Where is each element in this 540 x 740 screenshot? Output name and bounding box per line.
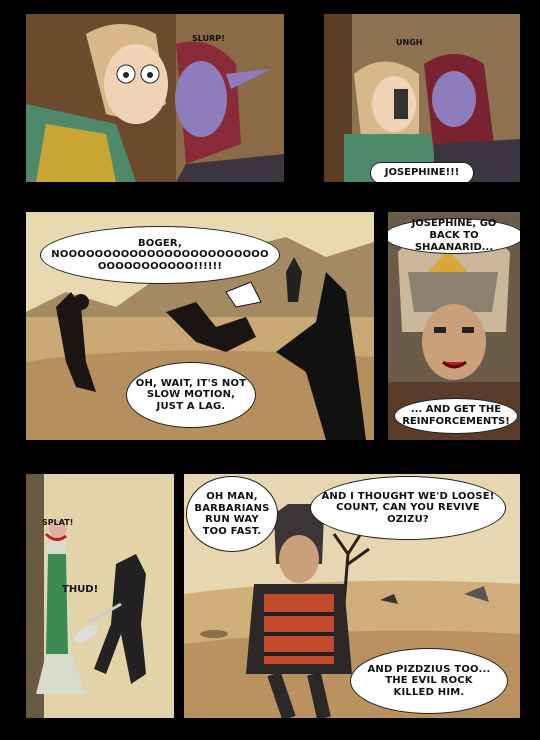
ungh-sfx: UNGH	[396, 38, 423, 47]
evil-rock-bubble: AND PIZDZIUS TOO... THE EVIL ROCK KILLED HIM.	[350, 648, 508, 714]
panel-splat-art	[26, 474, 174, 718]
panel-kiss	[26, 14, 284, 182]
josephine-shout-bubble: JOSEPHINE!!!	[370, 162, 474, 182]
thud-sfx: THUD!	[62, 584, 99, 595]
panel-kiss-art	[26, 14, 284, 182]
panel-battle	[26, 212, 374, 440]
panel-helmet	[388, 212, 520, 440]
panel-reaction	[324, 14, 520, 182]
slurp-sfx: SLURP!	[192, 34, 225, 43]
boger-scream-bubble: BOGER, NOOOOOOOOOOOOOOOOOOOOOOOO OOOOOOOOOOO!!!!!!	[40, 226, 280, 284]
splat-sfx: SPLAT!	[42, 518, 74, 527]
revive-bubble: AND I THOUGHT WE'D LOOSE! COUNT, CAN YOU REVIVE OZIZU?	[310, 476, 506, 540]
lag-bubble: OH, WAIT, IT'S NOT SLOW MOTION, JUST A LAG.	[126, 362, 256, 428]
barbarians-bubble: OH MAN, BARBARIANS RUN WAY TOO FAST.	[186, 476, 278, 552]
panel-splat	[26, 474, 174, 718]
panel-warrior	[184, 474, 520, 718]
reinforcements-bubble: ... AND GET THE REINFORCEMENTS!	[394, 398, 518, 434]
go-back-bubble: JOSEPHINE, GO BACK TO SHAANARID...	[388, 218, 520, 254]
